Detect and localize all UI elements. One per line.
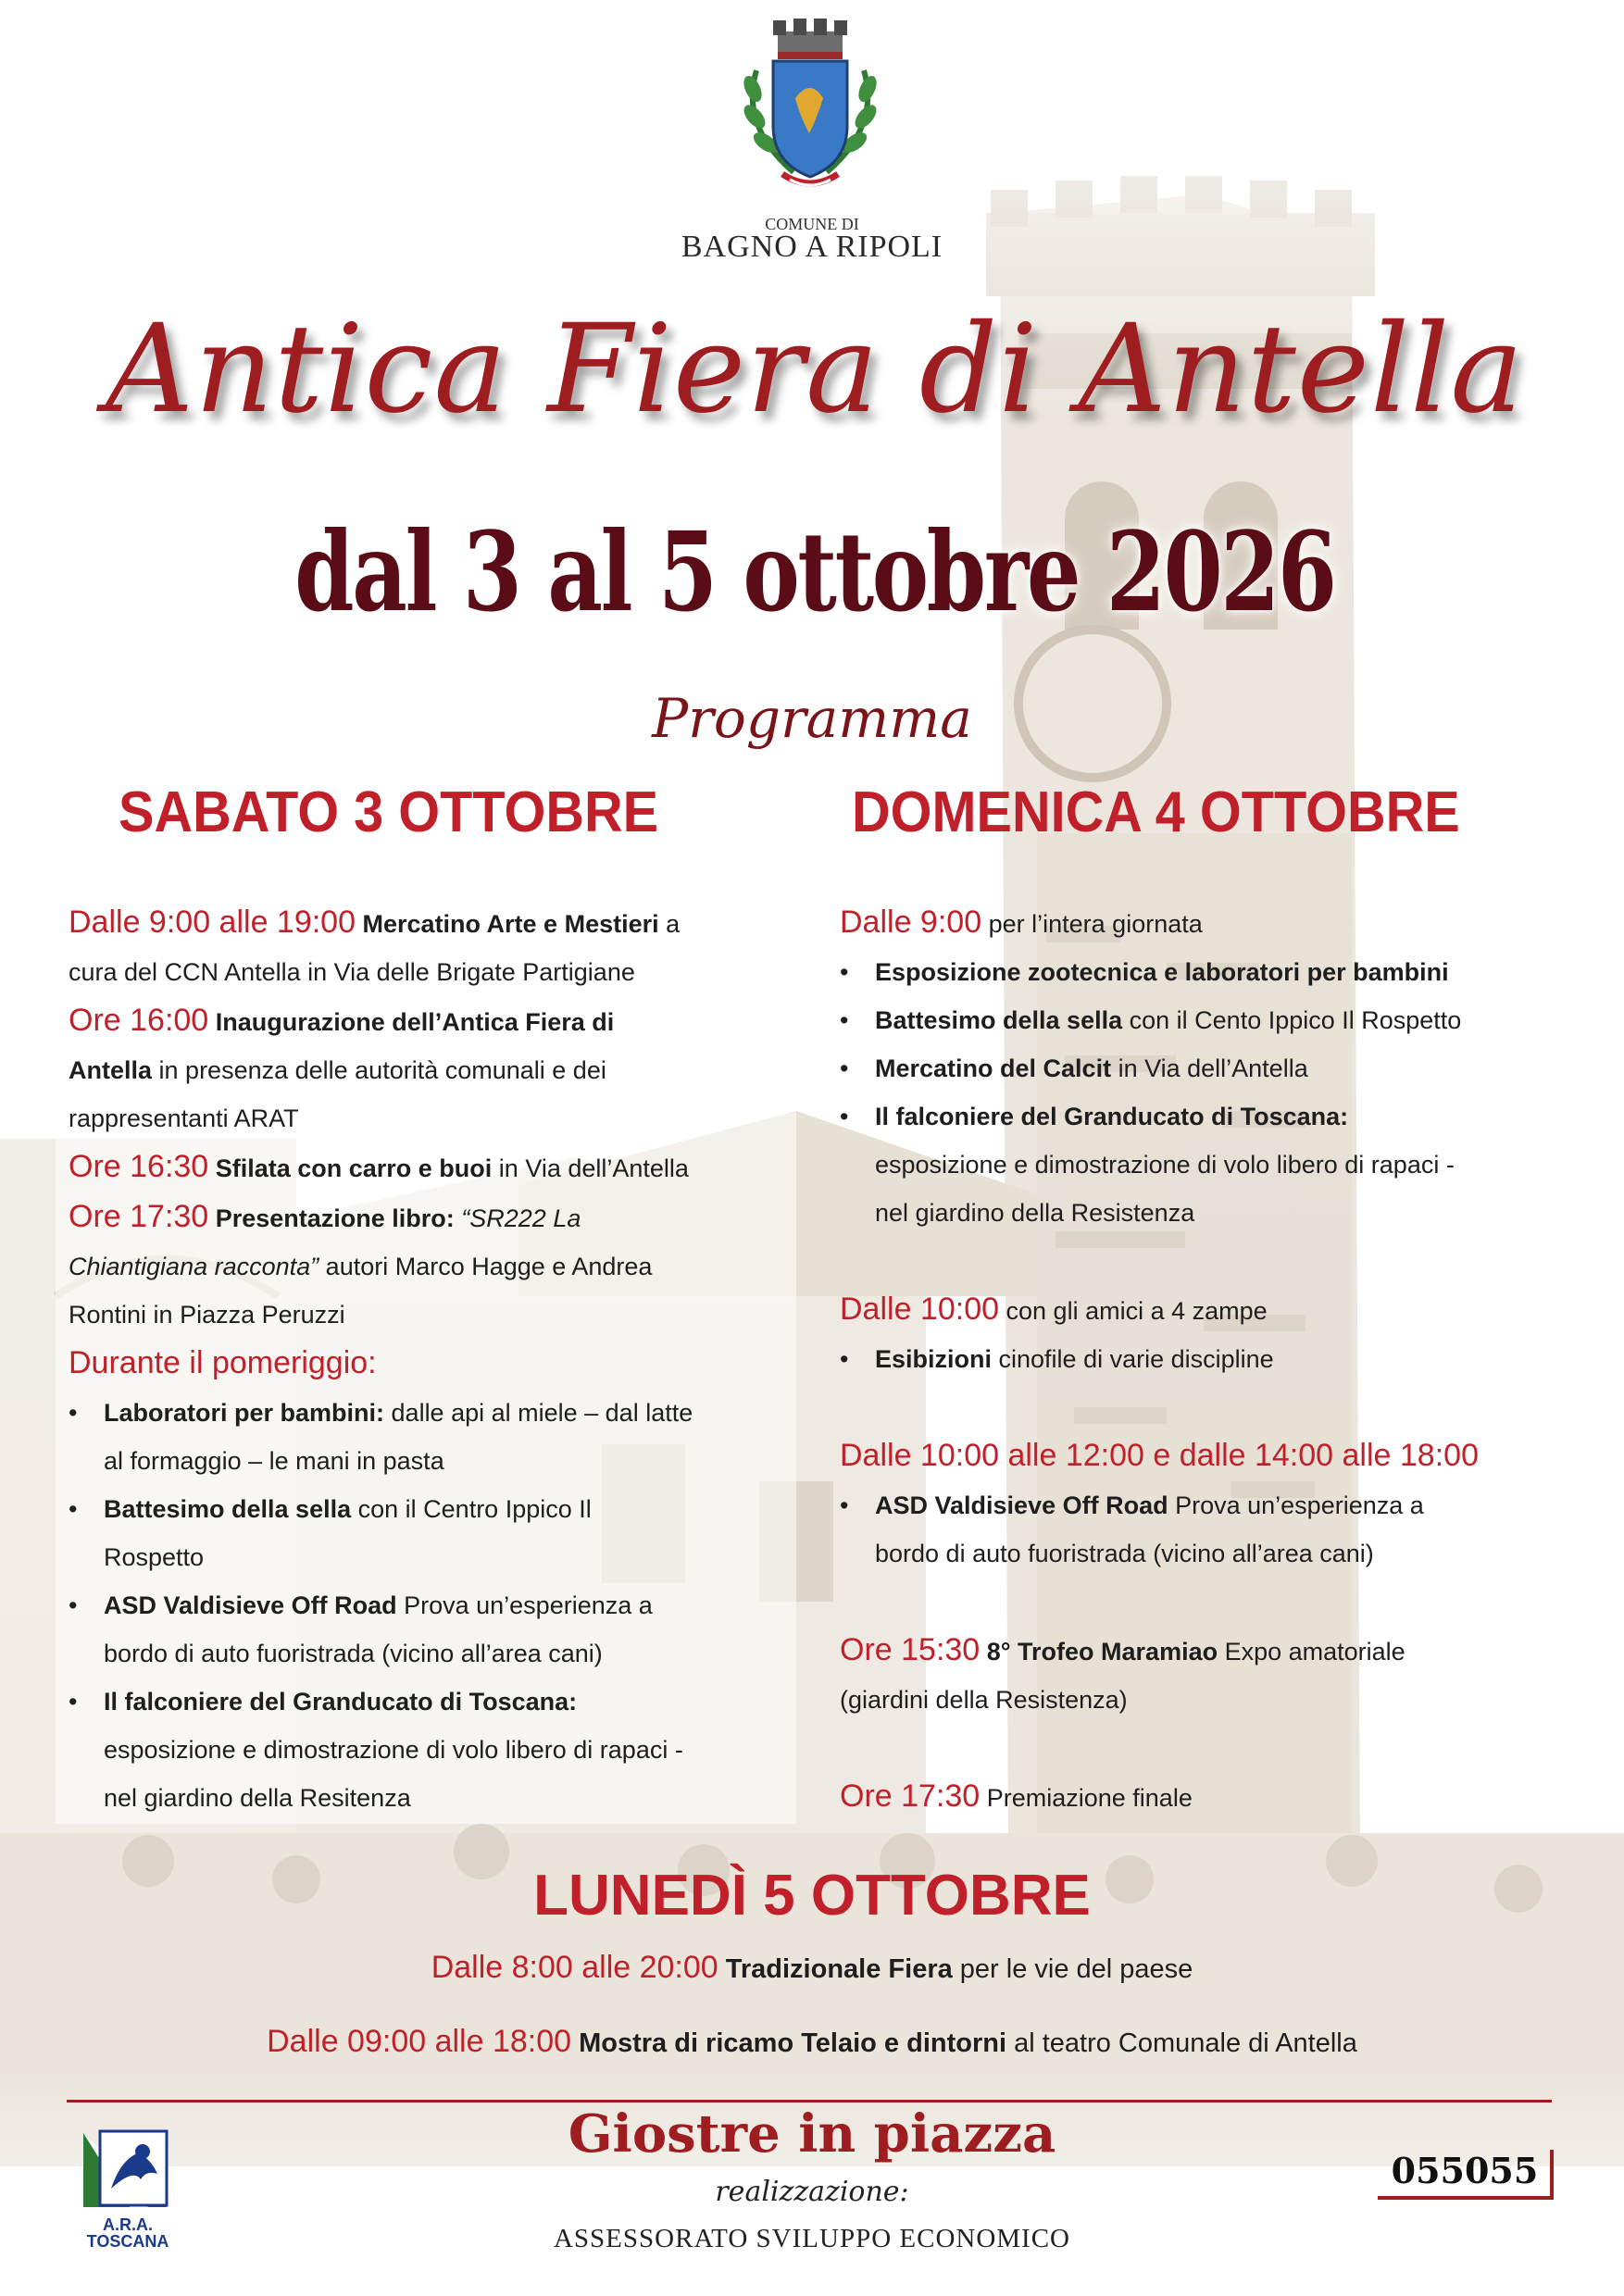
time-label: Dalle 09:00 alle 18:00 xyxy=(267,2024,572,2059)
schedule-line xyxy=(69,1242,809,1291)
event-dates: dal 3 al 5 ottobre 2026 xyxy=(294,507,1335,636)
schedule-text: autori Marco Hagge e Andrea xyxy=(319,1253,653,1280)
sunday-heading: DOMENICA 4 OTTOBRE xyxy=(852,780,1460,844)
schedule-line xyxy=(69,1291,809,1339)
schedule-line xyxy=(840,1772,1580,1822)
schedule-text: con gli amici a 4 zampe xyxy=(999,1297,1268,1325)
schedule-line xyxy=(69,1192,809,1242)
schedule-line xyxy=(69,1094,809,1142)
footer-divider xyxy=(67,2100,1552,2103)
schedule-text: Mercatino del Calcit xyxy=(875,1054,1112,1082)
schedule-text: Mercatino Arte e Mestieri xyxy=(356,910,659,938)
schedule-line xyxy=(875,1092,1580,1141)
schedule-line xyxy=(840,1676,1580,1724)
schedule-text: per l’intera giornata xyxy=(981,910,1203,938)
schedule-line xyxy=(69,996,809,1046)
schedule-text: Sfilata con carro e buoi xyxy=(208,1154,493,1182)
schedule-text: Il falconiere del Granducato di Toscana: xyxy=(104,1688,578,1716)
time-label: Ore 17:30 xyxy=(840,1778,981,1814)
comune-label: COMUNE DI xyxy=(765,215,859,233)
schedule-line xyxy=(104,1437,809,1485)
schedule-text: con il Centro Ippico Il xyxy=(351,1495,592,1523)
schedule-text: 8° Trofeo Maramiao xyxy=(980,1638,1218,1666)
schedule-line xyxy=(875,1335,1580,1383)
schedule-text: (giardini della Resistenza) xyxy=(840,1686,1128,1714)
bullet-item xyxy=(840,996,1580,1044)
schedule-line xyxy=(104,1485,809,1533)
time-label: Dalle 10:00 alle 12:00 e dalle 14:00 alle 18:00 xyxy=(840,1438,1479,1473)
schedule-text: “SR222 La xyxy=(461,1204,581,1232)
schedule-text: con il Cento Ippico Il Rospetto xyxy=(1122,1006,1462,1034)
time-label: Ore 16:30 xyxy=(69,1149,209,1184)
town-name: BAGNO A RIPOLI xyxy=(681,230,943,264)
schedule-line xyxy=(875,996,1580,1044)
time-label: Ore 15:30 xyxy=(840,1632,981,1667)
schedule-line xyxy=(104,1678,809,1726)
schedule-text: Laboratori per bambini: xyxy=(104,1399,385,1427)
schedule-text: Il falconiere del Granducato di Toscana: xyxy=(875,1103,1349,1130)
schedule-line xyxy=(104,1774,809,1822)
schedule-text: Esibizioni xyxy=(875,1345,993,1373)
schedule-text: in presenza delle autorità comunali e dei xyxy=(152,1056,606,1084)
schedule-line xyxy=(104,1726,809,1774)
schedule-text: Battesimo della sella xyxy=(104,1495,352,1523)
schedule-text: Rontini in Piazza Peruzzi xyxy=(69,1301,345,1329)
schedule-line xyxy=(840,1431,1580,1481)
assessorato-label: ASSESSORATO SVILUPPO ECONOMICO xyxy=(553,2224,1071,2253)
spacer xyxy=(840,1578,1580,1626)
monday-line xyxy=(0,1950,1624,1986)
spacer xyxy=(840,1724,1580,1772)
bullet-item xyxy=(69,1678,809,1822)
monday-line xyxy=(0,2024,1624,2060)
schedule-text: Rospetto xyxy=(104,1543,205,1571)
time-label: Dalle 8:00 alle 20:00 xyxy=(431,1950,718,1985)
time-label: Ore 16:00 xyxy=(69,1003,209,1038)
schedule-text: Inaugurazione dell’Antica Fiera di xyxy=(208,1008,615,1036)
schedule-text: nel giardino della Resitenza xyxy=(104,1784,411,1812)
bullet-item xyxy=(69,1389,809,1485)
saturday-schedule xyxy=(69,898,809,1822)
monday-heading: LUNEDÌ 5 OTTOBRE xyxy=(533,1864,1091,1928)
schedule-text: ASD Valdisieve Off Road xyxy=(104,1591,397,1619)
giostre-title: Giostre in piazza xyxy=(568,2103,1056,2165)
schedule-line xyxy=(840,1626,1580,1676)
schedule-text: Prova un’esperienza a xyxy=(396,1591,653,1619)
bullet-item xyxy=(840,1481,1580,1578)
schedule-text: a xyxy=(658,910,681,938)
schedule-text: Tradizionale Fiera xyxy=(718,1954,953,1984)
time-label: Dalle 9:00 xyxy=(840,905,982,940)
schedule-text: in Via dell’Antella xyxy=(1111,1054,1308,1082)
time-label: Ore 17:30 xyxy=(69,1199,209,1234)
schedule-line xyxy=(875,1529,1580,1578)
schedule-text: in Via dell’Antella xyxy=(492,1154,689,1182)
schedule-text: Mostra di ricamo Telaio e dintorni xyxy=(571,2028,1007,2058)
bullet-item xyxy=(69,1485,809,1581)
schedule-line xyxy=(875,948,1580,996)
schedule-line xyxy=(104,1389,809,1437)
bullet-item xyxy=(840,948,1580,996)
schedule-line xyxy=(69,1339,809,1389)
schedule-line xyxy=(69,1046,809,1094)
bullet-item xyxy=(840,1335,1580,1383)
phone-number: 055055 xyxy=(1391,2150,1539,2191)
schedule-text: cura del CCN Antella in Via delle Brigate Partigiane xyxy=(69,958,635,986)
programma-subtitle: Programma xyxy=(652,687,972,750)
poster-title: Antica Fiera di Antella xyxy=(105,298,1525,441)
schedule-text: bordo di auto fuoristrada (vicino all’area cani) xyxy=(875,1540,1374,1567)
schedule-line xyxy=(104,1533,809,1581)
schedule-line xyxy=(104,1581,809,1629)
time-label: Dalle 9:00 alle 19:00 xyxy=(69,905,356,940)
schedule-line xyxy=(840,1285,1580,1335)
schedule-text: Chiantigiana racconta” xyxy=(69,1253,319,1280)
schedule-text: al formaggio – le mani in pasta xyxy=(104,1447,444,1475)
schedule-text: al teatro Comunale di Antella xyxy=(1006,2028,1357,2058)
bullet-item xyxy=(840,1092,1580,1237)
crest-icon xyxy=(718,15,903,200)
schedule-line xyxy=(104,1629,809,1678)
saturday-heading: SABATO 3 OTTOBRE xyxy=(119,780,659,844)
schedule-text: rappresentanti ARAT xyxy=(69,1104,299,1132)
time-label: Dalle 10:00 xyxy=(840,1292,1000,1327)
spacer xyxy=(840,1383,1580,1431)
schedule-text: esposizione e dimostrazione di volo libero di rapaci - xyxy=(104,1736,683,1764)
schedule-line xyxy=(840,898,1580,948)
schedule-line xyxy=(875,1189,1580,1237)
schedule-text: bordo di auto fuoristrada (vicino all’area cani) xyxy=(104,1640,603,1667)
schedule-text: Antella xyxy=(69,1056,153,1084)
sunday-schedule xyxy=(840,898,1580,1822)
time-label: Durante il pomeriggio: xyxy=(69,1345,377,1380)
schedule-line xyxy=(69,1142,809,1192)
schedule-text: Presentazione libro: xyxy=(208,1204,462,1232)
schedule-text: Esposizione zootecnica e laboratori per bambini xyxy=(875,958,1449,986)
schedule-line xyxy=(69,948,809,996)
schedule-text: Battesimo della sella xyxy=(875,1006,1123,1034)
schedule-text: nel giardino della Resistenza xyxy=(875,1199,1195,1227)
schedule-text: esposizione e dimostrazione di volo libero di rapaci - xyxy=(875,1151,1455,1179)
schedule-text: Premiazione finale xyxy=(980,1784,1193,1812)
schedule-text: ASD Valdisieve Off Road xyxy=(875,1491,1168,1519)
spacer xyxy=(840,1237,1580,1285)
schedule-text: cinofile di varie discipline xyxy=(992,1345,1274,1373)
schedule-text: dalle api al miele – dal latte xyxy=(384,1399,693,1427)
schedule-line xyxy=(69,898,809,948)
schedule-line xyxy=(875,1141,1580,1189)
realizzazione-label: realizzazione: xyxy=(715,2176,909,2208)
bullet-item xyxy=(69,1581,809,1678)
ara-toscana-logo xyxy=(74,2115,176,2216)
schedule-text: Expo amatoriale xyxy=(1218,1638,1405,1666)
schedule-text: per le vie del paese xyxy=(952,1954,1193,1984)
schedule-text: Prova un’esperienza a xyxy=(1168,1491,1424,1519)
schedule-line xyxy=(875,1481,1580,1529)
schedule-line xyxy=(875,1044,1580,1092)
bullet-item xyxy=(840,1044,1580,1092)
ara-logo-label: A.R.A. TOSCANA xyxy=(86,2215,169,2251)
